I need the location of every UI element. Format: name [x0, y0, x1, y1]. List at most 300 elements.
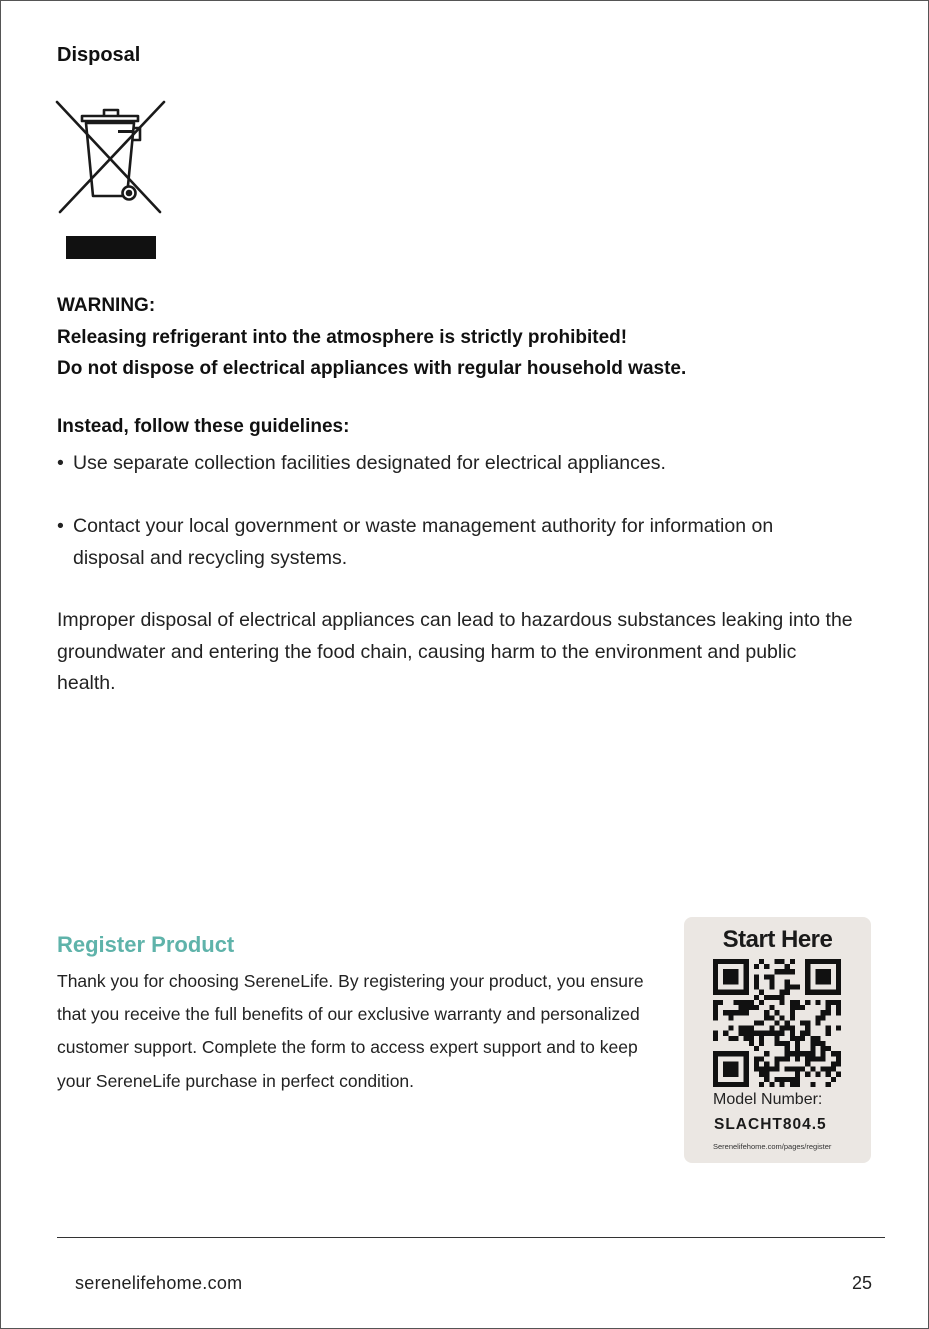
- qr-module: [795, 985, 800, 990]
- qr-module: [815, 979, 820, 984]
- qr-module: [780, 995, 785, 1000]
- qr-module: [744, 1036, 749, 1041]
- qr-module: [795, 1036, 800, 1041]
- qr-module: [728, 1010, 733, 1015]
- qr-module: [754, 985, 759, 990]
- qr-module: [780, 1031, 785, 1036]
- qr-module: [826, 1067, 831, 1072]
- qr-module: [744, 964, 749, 969]
- qr-module: [815, 1000, 820, 1005]
- qr-module: [749, 1036, 754, 1041]
- qr-module: [800, 1005, 805, 1010]
- qr-module: [723, 1082, 728, 1087]
- qr-code-icon[interactable]: [713, 959, 841, 1087]
- qr-module: [774, 1067, 779, 1072]
- qr-module: [790, 969, 795, 974]
- qr-module: [815, 990, 820, 995]
- qr-module: [759, 1072, 764, 1077]
- qr-module: [826, 1031, 831, 1036]
- qr-module: [728, 1051, 733, 1056]
- qr-module: [836, 969, 841, 974]
- qr-module: [723, 1051, 728, 1056]
- qr-module: [764, 964, 769, 969]
- register-title: Register Product: [57, 932, 235, 957]
- qr-module: [764, 1072, 769, 1077]
- qr-module: [810, 1046, 815, 1051]
- qr-module: [733, 1036, 738, 1041]
- qr-module: [744, 1056, 749, 1061]
- qr-module: [713, 1000, 718, 1005]
- qr-module: [790, 1077, 795, 1082]
- qr-module: [805, 1026, 810, 1031]
- qr-module: [723, 1061, 728, 1066]
- qr-module: [774, 1061, 779, 1066]
- footer-divider: [57, 1237, 885, 1238]
- qr-module: [713, 1061, 718, 1066]
- qr-module: [805, 974, 810, 979]
- qr-module: [744, 1077, 749, 1082]
- qr-module: [785, 1026, 790, 1031]
- qr-module: [754, 1067, 759, 1072]
- qr-module: [815, 969, 820, 974]
- qr-module: [780, 1056, 785, 1061]
- qr-module: [733, 1082, 738, 1087]
- qr-module: [759, 1067, 764, 1072]
- qr-module: [805, 969, 810, 974]
- qr-module: [780, 1015, 785, 1020]
- qr-module: [764, 1077, 769, 1082]
- qr-module: [739, 1026, 744, 1031]
- qr-module: [810, 1041, 815, 1046]
- qr-module: [774, 1041, 779, 1046]
- qr-module: [739, 1010, 744, 1015]
- qr-module: [795, 1072, 800, 1077]
- qr-module: [836, 1056, 841, 1061]
- qr-module: [733, 1051, 738, 1056]
- qr-module: [718, 1082, 723, 1087]
- qr-module: [805, 964, 810, 969]
- qr-module: [754, 1005, 759, 1010]
- qr-module: [785, 1067, 790, 1072]
- qr-module: [795, 1082, 800, 1087]
- qr-module: [821, 1067, 826, 1072]
- qr-module: [733, 974, 738, 979]
- qr-module: [826, 1046, 831, 1051]
- qr-module: [728, 1072, 733, 1077]
- qr-module: [836, 1000, 841, 1005]
- qr-module: [744, 1061, 749, 1066]
- qr-module: [805, 1061, 810, 1066]
- qr-module: [795, 1051, 800, 1056]
- qr-module: [780, 990, 785, 995]
- qr-module: [739, 1000, 744, 1005]
- warning-line-2: Do not dispose of electrical appliances with regular household waste.: [57, 358, 687, 379]
- qr-module: [826, 959, 831, 964]
- qr-module: [713, 1036, 718, 1041]
- qr-module: [826, 1010, 831, 1015]
- qr-module: [795, 1046, 800, 1051]
- qr-module: [790, 959, 795, 964]
- qr-module: [718, 1000, 723, 1005]
- qr-module: [810, 1067, 815, 1072]
- qr-module: [815, 974, 820, 979]
- qr-module: [713, 1031, 718, 1036]
- qr-module: [821, 1010, 826, 1015]
- qr-module: [800, 1036, 805, 1041]
- qr-module: [805, 1020, 810, 1025]
- qr-module: [790, 1026, 795, 1031]
- qr-module: [774, 969, 779, 974]
- qr-module: [805, 959, 810, 964]
- qr-module: [764, 974, 769, 979]
- qr-module: [733, 969, 738, 974]
- qr-module: [826, 969, 831, 974]
- qr-module: [744, 1005, 749, 1010]
- model-number-label: Model Number:: [713, 1091, 823, 1108]
- qr-module: [769, 974, 774, 979]
- qr-module: [713, 964, 718, 969]
- qr-module: [826, 1082, 831, 1087]
- qr-module: [728, 974, 733, 979]
- qr-module: [810, 1056, 815, 1061]
- qr-module: [759, 1041, 764, 1046]
- qr-module: [836, 1005, 841, 1010]
- qr-module: [764, 1031, 769, 1036]
- qr-module: [744, 969, 749, 974]
- qr-module: [774, 1036, 779, 1041]
- register-url[interactable]: Serenelifehome.com/pages/register: [713, 1142, 832, 1151]
- qr-module: [733, 1010, 738, 1015]
- qr-module: [723, 1067, 728, 1072]
- qr-module: [749, 1031, 754, 1036]
- qr-module: [805, 1000, 810, 1005]
- qr-module: [769, 995, 774, 1000]
- qr-module: [785, 1041, 790, 1046]
- qr-module: [831, 1051, 836, 1056]
- qr-module: [718, 959, 723, 964]
- qr-module: [815, 1056, 820, 1061]
- qr-module: [790, 1082, 795, 1087]
- qr-module: [723, 974, 728, 979]
- qr-module: [744, 1026, 749, 1031]
- qr-module: [790, 985, 795, 990]
- qr-module: [785, 979, 790, 984]
- qr-module: [713, 985, 718, 990]
- qr-module: [759, 1036, 764, 1041]
- qr-module: [836, 974, 841, 979]
- qr-module: [713, 990, 718, 995]
- qr-module: [800, 1051, 805, 1056]
- qr-module: [795, 1077, 800, 1082]
- qr-module: [826, 1000, 831, 1005]
- qr-module: [723, 1072, 728, 1077]
- qr-module: [723, 979, 728, 984]
- qr-module: [836, 964, 841, 969]
- qr-module: [723, 1031, 728, 1036]
- qr-module: [769, 979, 774, 984]
- qr-module: [764, 995, 769, 1000]
- qr-module: [769, 1031, 774, 1036]
- qr-module: [780, 959, 785, 964]
- list-item-text: Contact your local government or waste management authority for information on disposal and recycling systems.: [73, 515, 774, 569]
- qr-module: [831, 1000, 836, 1005]
- qr-module: [739, 1005, 744, 1010]
- crossed-bin-icon: [52, 96, 168, 216]
- qr-module: [780, 969, 785, 974]
- qr-module: [754, 1020, 759, 1025]
- qr-module: [728, 990, 733, 995]
- qr-module: [744, 985, 749, 990]
- qr-module: [831, 990, 836, 995]
- qr-module: [795, 1005, 800, 1010]
- qr-module: [728, 1015, 733, 1020]
- qr-module: [723, 969, 728, 974]
- warning-line-1: Releasing refrigerant into the atmosphere is strictly prohibited!: [57, 326, 628, 348]
- qr-module: [780, 1082, 785, 1087]
- qr-module: [774, 995, 779, 1000]
- qr-module: [764, 1067, 769, 1072]
- qr-module: [821, 979, 826, 984]
- qr-module: [805, 1051, 810, 1056]
- qr-module: [744, 1082, 749, 1087]
- qr-module: [826, 979, 831, 984]
- qr-module: [790, 1000, 795, 1005]
- disposal-heading: Disposal: [57, 44, 141, 66]
- qr-module: [728, 979, 733, 984]
- qr-module: [713, 959, 718, 964]
- qr-module: [805, 1072, 810, 1077]
- qr-module: [821, 959, 826, 964]
- qr-module: [836, 1026, 841, 1031]
- qr-module: [733, 959, 738, 964]
- qr-module: [836, 979, 841, 984]
- qr-module: [836, 959, 841, 964]
- qr-card[interactable]: [684, 917, 871, 1163]
- qr-module: [718, 1051, 723, 1056]
- qr-module: [769, 985, 774, 990]
- qr-module: [836, 1061, 841, 1066]
- qr-module: [774, 1020, 779, 1025]
- qr-module: [790, 1051, 795, 1056]
- qr-title: Start Here: [722, 926, 833, 953]
- qr-module: [713, 1010, 718, 1015]
- qr-module: [815, 1020, 820, 1025]
- qr-module: [733, 1072, 738, 1077]
- qr-module: [836, 1072, 841, 1077]
- qr-module: [713, 969, 718, 974]
- qr-module: [780, 1000, 785, 1005]
- qr-module: [831, 1067, 836, 1072]
- qr-module: [713, 1072, 718, 1077]
- model-number-value: SLACHT804.5: [714, 1116, 827, 1133]
- list-item: [57, 511, 777, 574]
- qr-module: [713, 974, 718, 979]
- qr-module: [759, 1020, 764, 1025]
- qr-module: [826, 974, 831, 979]
- qr-module: [785, 1077, 790, 1082]
- qr-module: [713, 1056, 718, 1061]
- qr-module: [785, 1046, 790, 1051]
- qr-module: [759, 1000, 764, 1005]
- qr-module: [744, 1072, 749, 1077]
- qr-module: [744, 979, 749, 984]
- qr-module: [769, 1026, 774, 1031]
- bullet-dot: •: [57, 452, 64, 474]
- qr-module: [723, 959, 728, 964]
- qr-module: [800, 1020, 805, 1025]
- qr-module: [744, 959, 749, 964]
- qr-module: [713, 1015, 718, 1020]
- qr-module: [723, 990, 728, 995]
- qr-module: [795, 1041, 800, 1046]
- qr-module: [754, 1046, 759, 1051]
- qr-module: [785, 990, 790, 995]
- qr-module: [754, 964, 759, 969]
- qr-module: [749, 1026, 754, 1031]
- qr-module: [821, 990, 826, 995]
- qr-module: [733, 990, 738, 995]
- qr-module: [800, 1031, 805, 1036]
- qr-module: [774, 1031, 779, 1036]
- qr-module: [744, 1010, 749, 1015]
- qr-module: [805, 979, 810, 984]
- qr-module: [754, 979, 759, 984]
- qr-module: [774, 959, 779, 964]
- qr-module: [810, 1051, 815, 1056]
- footer-website[interactable]: serenelifehome.com: [75, 1273, 243, 1293]
- qr-module: [815, 1041, 820, 1046]
- qr-module: [749, 1041, 754, 1046]
- bullet-dot: •: [57, 515, 64, 537]
- list-item: [57, 448, 666, 480]
- black-bar: [66, 236, 156, 259]
- qr-module: [764, 1015, 769, 1020]
- qr-module: [728, 959, 733, 964]
- qr-module: [831, 1077, 836, 1082]
- qr-module: [769, 1015, 774, 1020]
- qr-module: [805, 1031, 810, 1036]
- qr-module: [810, 990, 815, 995]
- qr-module: [733, 1067, 738, 1072]
- qr-module: [805, 1056, 810, 1061]
- qr-module: [795, 1000, 800, 1005]
- qr-module: [790, 1067, 795, 1072]
- qr-module: [836, 985, 841, 990]
- qr-module: [728, 1067, 733, 1072]
- qr-module: [821, 1051, 826, 1056]
- qr-module: [821, 1015, 826, 1020]
- qr-module: [785, 1051, 790, 1056]
- qr-module: [810, 1036, 815, 1041]
- qr-module: [728, 1061, 733, 1066]
- qr-module: [821, 969, 826, 974]
- guidelines-heading: Instead, follow these guidelines:: [57, 416, 350, 437]
- page-number: 25: [852, 1273, 873, 1293]
- qr-module: [774, 1010, 779, 1015]
- qr-module: [785, 969, 790, 974]
- qr-module: [774, 1077, 779, 1082]
- qr-module: [821, 1041, 826, 1046]
- qr-module: [733, 979, 738, 984]
- qr-module: [815, 1072, 820, 1077]
- qr-module: [785, 985, 790, 990]
- qr-module: [790, 1005, 795, 1010]
- qr-module: [739, 1031, 744, 1036]
- warning-block: [57, 290, 686, 385]
- qr-module: [759, 959, 764, 964]
- qr-module: [739, 1051, 744, 1056]
- qr-module: [754, 1056, 759, 1061]
- qr-module: [821, 1046, 826, 1051]
- qr-module: [728, 969, 733, 974]
- qr-module: [795, 1056, 800, 1061]
- qr-module: [739, 1082, 744, 1087]
- qr-module: [821, 974, 826, 979]
- qr-module: [780, 1041, 785, 1046]
- qr-module: [744, 974, 749, 979]
- improper-disposal-paragraph: Improper disposal of electrical appliances can lead to hazardous substances leaking into the groundwater and entering the food chain, causing harm to the environment and public health.: [57, 609, 853, 694]
- qr-module: [754, 995, 759, 1000]
- qr-module: [728, 1026, 733, 1031]
- qr-module: [733, 1061, 738, 1066]
- qr-module: [739, 959, 744, 964]
- qr-module: [744, 1051, 749, 1056]
- qr-module: [764, 1061, 769, 1066]
- qr-module: [780, 1026, 785, 1031]
- qr-module: [739, 990, 744, 995]
- qr-module: [749, 1000, 754, 1005]
- qr-module: [744, 1031, 749, 1036]
- qr-module: [831, 959, 836, 964]
- qr-module: [785, 964, 790, 969]
- qr-module: [759, 1056, 764, 1061]
- qr-module: [826, 1026, 831, 1031]
- qr-module: [713, 1051, 718, 1056]
- qr-module: [774, 1056, 779, 1061]
- qr-module: [769, 1082, 774, 1087]
- qr-module: [713, 1082, 718, 1087]
- qr-module: [764, 1010, 769, 1015]
- qr-module: [769, 1067, 774, 1072]
- qr-module: [764, 1051, 769, 1056]
- qr-module: [749, 1005, 754, 1010]
- qr-module: [780, 1077, 785, 1082]
- qr-module: [754, 1061, 759, 1066]
- qr-module: [744, 1067, 749, 1072]
- qr-module: [713, 1067, 718, 1072]
- qr-module: [718, 990, 723, 995]
- qr-module: [790, 1010, 795, 1015]
- qr-module: [769, 1005, 774, 1010]
- qr-module: [831, 1061, 836, 1066]
- qr-module: [759, 1031, 764, 1036]
- qr-module: [836, 1010, 841, 1015]
- qr-module: [754, 1031, 759, 1036]
- qr-module: [785, 1020, 790, 1025]
- warning-label: WARNING:: [57, 295, 156, 316]
- qr-module: [785, 1056, 790, 1061]
- qr-module: [723, 1010, 728, 1015]
- list-item-text: Use separate collection facilities designated for electrical appliances.: [73, 452, 666, 474]
- qr-module: [826, 990, 831, 995]
- qr-module: [713, 1005, 718, 1010]
- qr-module: [805, 990, 810, 995]
- qr-module: [795, 1067, 800, 1072]
- qr-module: [790, 1015, 795, 1020]
- qr-module: [810, 959, 815, 964]
- qr-module: [810, 1082, 815, 1087]
- qr-module: [815, 1015, 820, 1020]
